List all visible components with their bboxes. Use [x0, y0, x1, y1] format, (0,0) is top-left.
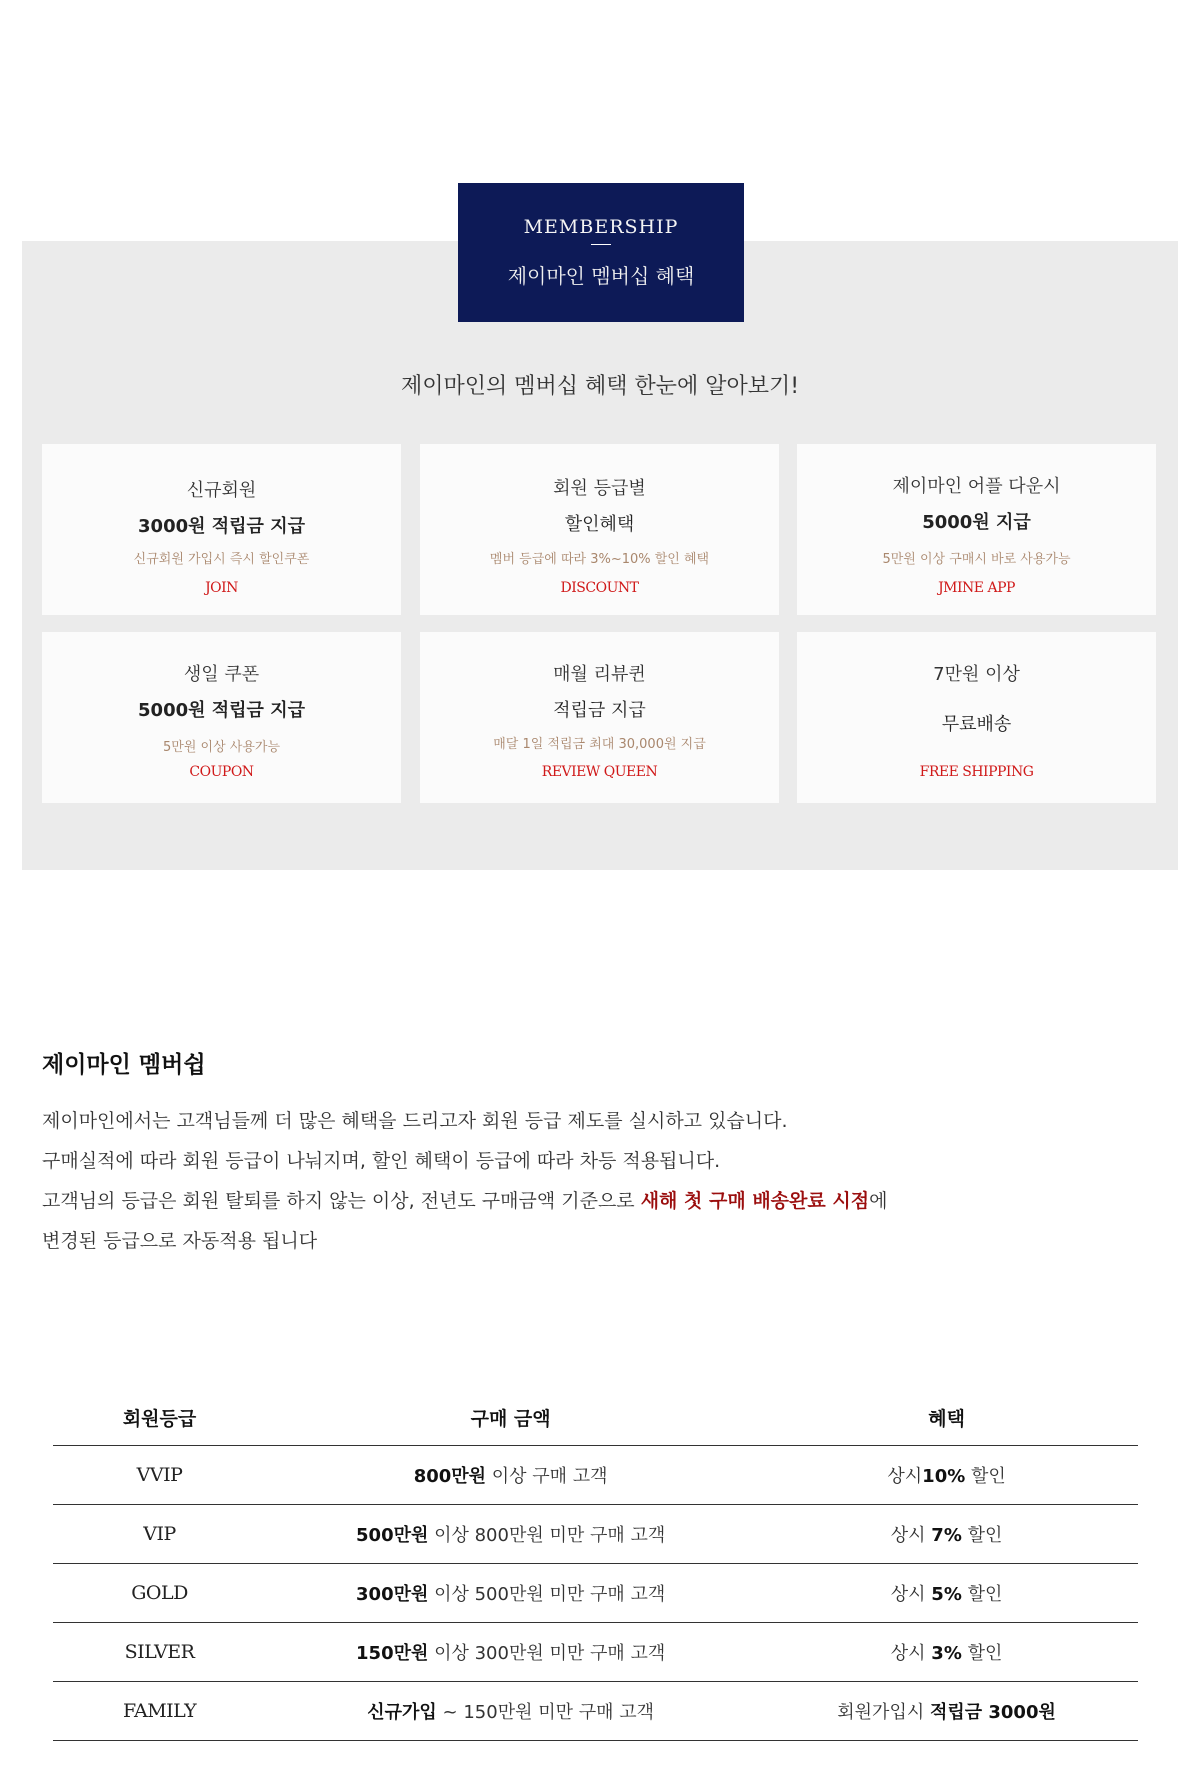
card-line2: 5000원 지급 [922, 512, 1031, 533]
benefit-card-discount [420, 444, 779, 615]
amount-bold: 500만원 [356, 1525, 429, 1546]
card-line1: 매월 리뷰퀸 [553, 664, 646, 685]
card-desc: 5만원 이상 구매시 바로 사용가능 [882, 552, 1071, 567]
membership-text-2: 구매실적에 따라 회원 등급이 나눠지며, 할인 혜택이 등급에 따라 차등 적용됩니다. [42, 1150, 721, 1172]
benefit-bold: 3% [931, 1643, 962, 1664]
benefit-bold: 10% [922, 1466, 966, 1487]
amount-rest: 이상 300만원 미만 구매 고객 [428, 1643, 666, 1664]
card-desc: 매달 1일 적립금 최대 30,000원 지급 [493, 737, 706, 752]
benefit-pre: 상시 [890, 1584, 932, 1605]
grade-name: SILVER [53, 1623, 266, 1682]
amount-bold: 신규가입 [367, 1702, 437, 1723]
card-desc: 멤버 등급에 따라 3%~10% 할인 혜택 [489, 552, 710, 567]
grade-amount [266, 1564, 755, 1623]
table-header-row [53, 1390, 1138, 1446]
benefit-card-coupon [42, 632, 401, 803]
card-line1: 회원 등급별 [553, 478, 646, 499]
card-tag: COUPON [189, 764, 254, 780]
card-line1: 생일 쿠폰 [183, 664, 260, 685]
benefit-pre: 상시 [887, 1466, 923, 1487]
benefit-bold: 적립금 3000원 [929, 1702, 1056, 1723]
card-desc: 5만원 이상 사용가능 [163, 740, 280, 755]
card-line2: 무료배송 [941, 714, 1012, 735]
amount-rest: 이상 800만원 미만 구매 고객 [428, 1525, 666, 1546]
benefit-pre: 회원가입시 [837, 1702, 930, 1723]
header-amount: 구매 금액 [266, 1390, 755, 1446]
benefit-pre: 상시 [890, 1643, 932, 1664]
card-tag: FREE SHIPPING [919, 764, 1034, 780]
benefit-post: 할인 [961, 1643, 1003, 1664]
table-row [53, 1682, 1138, 1741]
membership-highlight: 새해 첫 구매 배송완료 시점 [640, 1190, 870, 1212]
badge-title-ko: 제이마인 멤버십 혜택 [507, 264, 695, 288]
grade-benefit [755, 1564, 1138, 1623]
grade-benefit [755, 1682, 1138, 1741]
grade-name: VIP [53, 1505, 266, 1564]
card-tag: JOIN [205, 580, 238, 596]
membership-title: 제이마인 멤버쉽 [42, 1052, 206, 1078]
card-line2: 3000원 적립금 지급 [138, 516, 305, 537]
amount-rest: ~ 150만원 미만 구매 고객 [436, 1702, 654, 1723]
card-line1: 신규회원 [186, 480, 257, 501]
benefit-card-review [420, 632, 779, 803]
header-benefit: 혜택 [755, 1390, 1138, 1446]
table-row [53, 1505, 1138, 1564]
card-tag: REVIEW QUEEN [541, 764, 658, 780]
grade-benefit [755, 1505, 1138, 1564]
grade-amount [266, 1682, 755, 1741]
benefit-post: 할인 [961, 1584, 1003, 1605]
badge-divider [591, 244, 611, 245]
grade-table [53, 1390, 1138, 1741]
card-desc: 신규회원 가입시 즉시 할인쿠폰 [133, 552, 310, 567]
benefit-bold: 7% [931, 1525, 962, 1546]
benefit-card-shipping [797, 632, 1156, 803]
table-row [53, 1623, 1138, 1682]
card-line1: 제이마인 어플 다운시 [892, 476, 1061, 497]
benefit-bold: 5% [931, 1584, 962, 1605]
grade-benefit [755, 1623, 1138, 1682]
benefits-intro: 제이마인의 멤버십 혜택 한눈에 알아보기! [400, 374, 800, 399]
card-line2: 적립금 지급 [553, 700, 646, 721]
card-line2: 5000원 적립금 지급 [138, 700, 305, 721]
membership-badge [458, 183, 744, 322]
grade-name: GOLD [53, 1564, 266, 1623]
card-tag: JMINE APP [938, 580, 1015, 596]
amount-rest: 이상 500만원 미만 구매 고객 [428, 1584, 666, 1605]
membership-text-1: 제이마인에서는 고객님들께 더 많은 혜택을 드리고자 회원 등급 제도를 실시하고 있습니다. [42, 1110, 788, 1132]
membership-text-3 [42, 1181, 887, 1221]
membership-description [42, 1101, 887, 1261]
membership-text-3-pre: 고객님의 등급은 회원 탈퇴를 하지 않는 이상, 전년도 구매금액 기준으로 [42, 1190, 641, 1212]
grade-amount [266, 1446, 755, 1505]
table-row [53, 1446, 1138, 1505]
amount-rest: 이상 구매 고객 [486, 1466, 608, 1487]
table-row [53, 1564, 1138, 1623]
grade-amount [266, 1505, 755, 1564]
benefit-pre: 상시 [890, 1525, 932, 1546]
grade-name: VVIP [53, 1446, 266, 1505]
card-tag: DISCOUNT [560, 580, 639, 596]
benefit-card-join [42, 444, 401, 615]
membership-text-4: 변경된 등급으로 자동적용 됩니다 [42, 1230, 318, 1252]
badge-title-en: MEMBERSHIP [523, 216, 679, 238]
amount-bold: 300만원 [356, 1584, 429, 1605]
grade-benefit [755, 1446, 1138, 1505]
card-line2: 할인혜택 [564, 514, 635, 535]
benefit-post: 할인 [961, 1525, 1003, 1546]
grade-amount [266, 1623, 755, 1682]
grade-name: FAMILY [53, 1682, 266, 1741]
benefit-post: 할인 [965, 1466, 1006, 1487]
card-line1: 7만원 이상 [933, 664, 1020, 685]
amount-bold: 150만원 [356, 1643, 429, 1664]
amount-bold: 800만원 [413, 1466, 487, 1487]
header-grade: 회원등급 [53, 1390, 266, 1446]
membership-text-3-post: 에 [869, 1190, 888, 1212]
benefit-card-app [797, 444, 1156, 615]
